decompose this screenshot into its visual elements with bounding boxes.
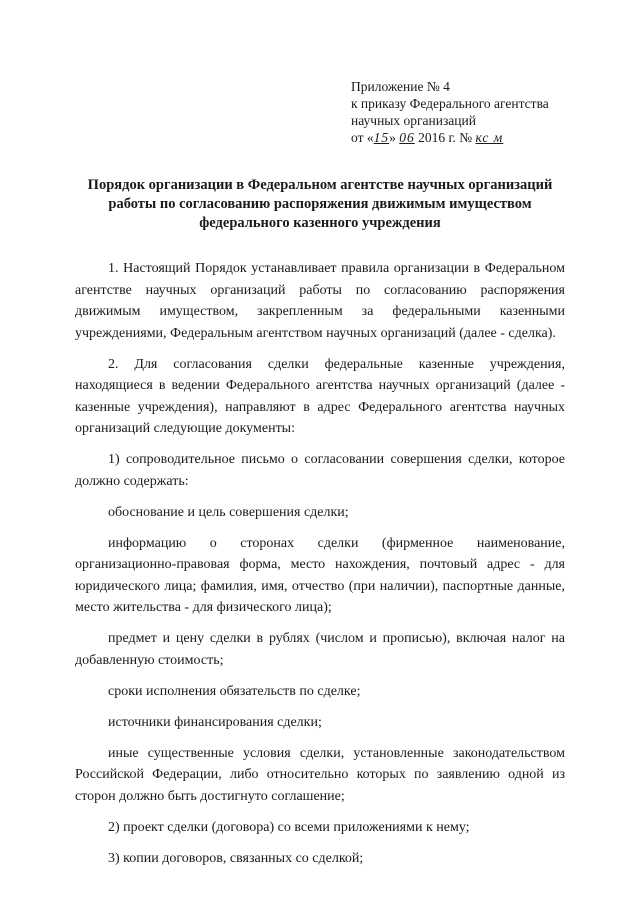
paragraph: предмет и цену сделки в рублях (числом и прописью), включая налог на добавленную стоимость; <box>75 631 565 668</box>
appendix-order-ref: к приказу Федерального агентства <box>351 96 549 111</box>
paragraph: 3) копии договоров, связанных со сделкой; <box>108 850 364 866</box>
paragraph: 1) сопроводительное письмо о согласовании совершения сделки, которое должно содержать: <box>75 452 565 489</box>
date-day: 15 <box>373 130 390 145</box>
document-body <box>75 258 565 879</box>
date-sep: » <box>389 130 400 145</box>
date-prefix: от « <box>351 130 374 145</box>
title-line-1: Порядок организации в Федеральном агентстве научных организаций <box>87 177 553 193</box>
appendix-number: Приложение № 4 <box>351 79 450 94</box>
title-line-3: федерального казенного учреждения <box>199 215 441 231</box>
paragraph: 2) проект сделки (договора) со всеми приложениями к нему; <box>108 819 470 835</box>
paragraph: информацию о сторонах сделки (фирменное наименование, организационно-правовая форма, место нахождения, почтовый адрес - для юридического лица; фамилия, имя, отчество (при наличии), паспортные данные, место жительства - для физического лица); <box>75 535 565 615</box>
paragraph: сроки исполнения обязательств по сделке; <box>108 683 361 699</box>
document-title <box>60 176 580 233</box>
paragraph: иные существенные условия сделки, установленные законодательством Российской Федерации, либо относительно которых по заявлению одной из сторон должно быть достигнуто соглашение; <box>75 745 565 804</box>
title-line-2: работы по согласованию распоряжения движимым имуществом <box>108 196 532 212</box>
appendix-agency: научных организаций <box>351 113 476 128</box>
date-year: 2016 г. № <box>414 130 476 145</box>
doc-number: кс м <box>475 130 504 145</box>
paragraph: обоснование и цель совершения сделки; <box>108 504 349 520</box>
appendix-date-line <box>351 129 591 146</box>
paragraph: 2. Для согласования сделки федеральные казенные учреждения, находящиеся в ведении Федерального агентства научных организаций (далее - казенные учреждения), направляют в адрес Федерального агентства научных организаций следующие документы: <box>75 356 565 436</box>
date-month: 06 <box>399 130 415 145</box>
appendix-header <box>351 78 591 146</box>
paragraph: источники финансирования сделки; <box>108 714 322 730</box>
paragraph: 1. Настоящий Порядок устанавливает правила организации в Федеральном агентстве научных организаций работы по согласованию распоряжения движимым имуществом, закрепленным за федеральными казенными учреждениями, Федеральным агентством научных организаций (далее - сделка). <box>75 261 565 341</box>
